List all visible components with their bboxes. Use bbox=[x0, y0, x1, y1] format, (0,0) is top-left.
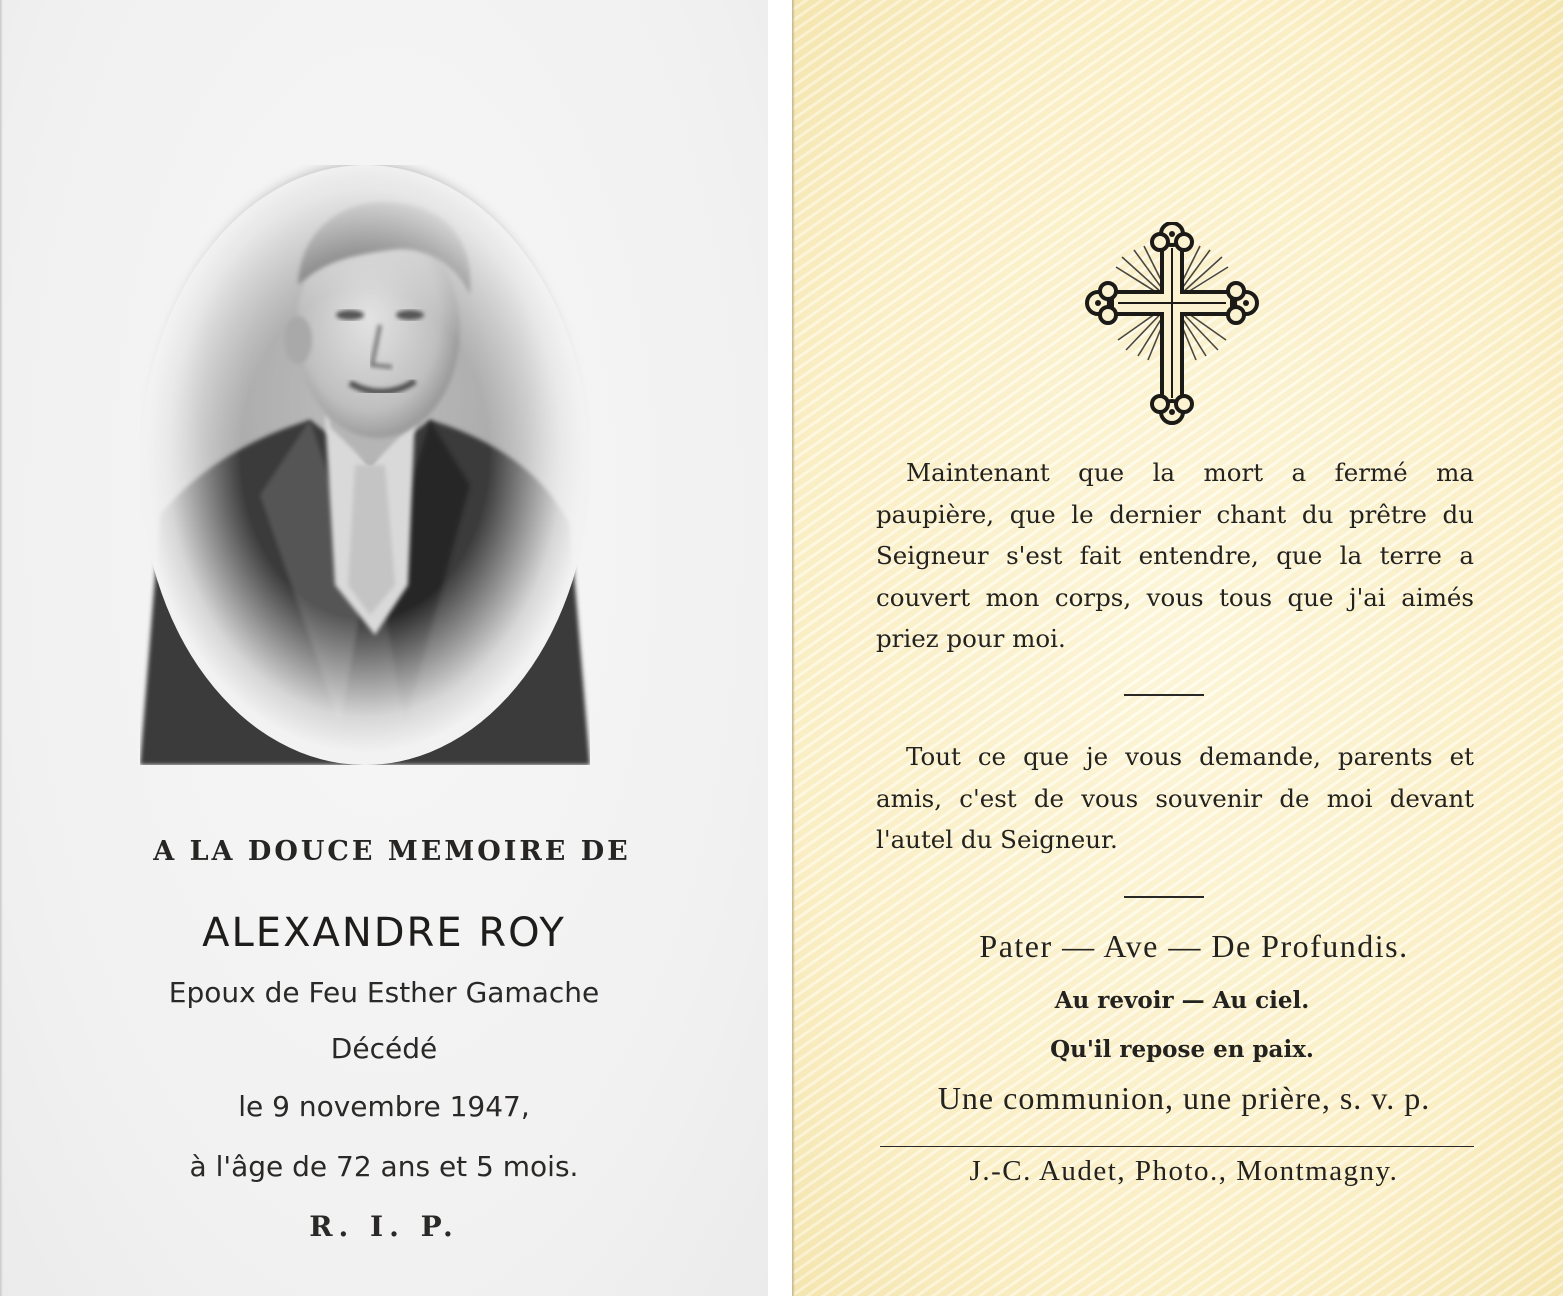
memorial-heading: A LA DOUCE MEMOIRE DE bbox=[153, 836, 631, 867]
farewell-line: Au revoir — Au ciel. bbox=[1054, 987, 1310, 1014]
portrait-photo bbox=[140, 165, 590, 765]
death-date: le 9 novembre 1947, bbox=[238, 1090, 530, 1123]
divider bbox=[1124, 896, 1204, 898]
communion-request: Une communion, une prière, s. v. p. bbox=[937, 1080, 1431, 1116]
rest-in-peace-line: Qu'il repose en paix. bbox=[1050, 1036, 1314, 1063]
cross-icon bbox=[1082, 222, 1262, 430]
photographer-credit: J.-C. Audet, Photo., Montmagny. bbox=[969, 1155, 1399, 1187]
deceased-label: Décédé bbox=[330, 1032, 438, 1065]
request-paragraph: Tout ce que je vous demande, parents et amis, c'est de vous souvenir de moi devant l'autel du Seigneur. bbox=[876, 742, 1474, 854]
deceased-name: ALEXANDRE ROY bbox=[202, 910, 566, 956]
memorial-card-back bbox=[792, 0, 1563, 1296]
divider bbox=[1124, 694, 1204, 696]
prayer-paragraph: Maintenant que la mort a fermé ma paupière, que le dernier chant du prêtre du Seigneur s'est fait entendre, que la terre a couvert mon corps, vous tous que j'ai aimés priez pour moi. bbox=[876, 458, 1474, 653]
prayers-line: Pater — Ave — De Profundis. bbox=[979, 928, 1409, 964]
rip-text: R. I. P. bbox=[309, 1210, 459, 1243]
divider bbox=[880, 1146, 1474, 1147]
card-edge bbox=[792, 0, 795, 1296]
spouse-line: Epoux de Feu Esther Gamache bbox=[168, 976, 600, 1009]
age-at-death: à l'âge de 72 ans et 5 mois. bbox=[189, 1150, 579, 1183]
memorial-card-front bbox=[0, 0, 768, 1296]
